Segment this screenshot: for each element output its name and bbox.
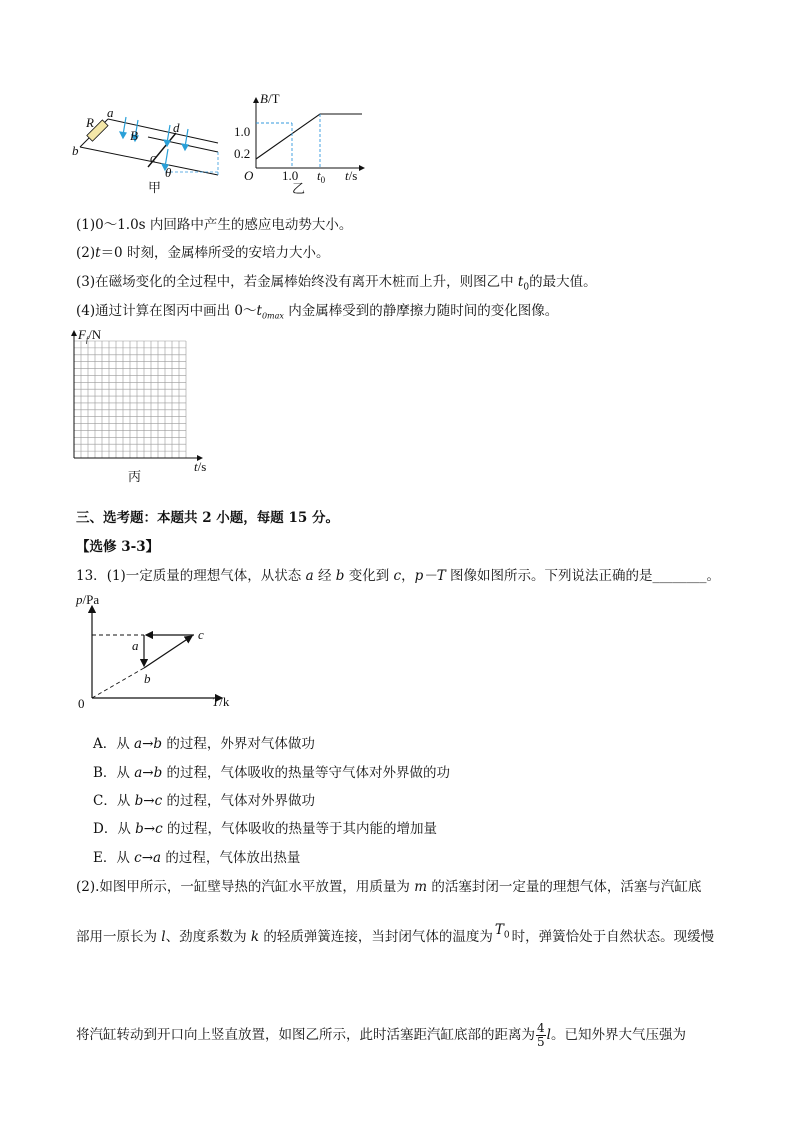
pt-a: a	[132, 638, 139, 653]
part2-line-1	[76, 878, 701, 896]
b-t-line	[256, 114, 362, 159]
yi-origin: O	[244, 168, 254, 183]
q13-b: b	[335, 568, 345, 584]
label-b: b	[72, 143, 79, 158]
option-c-from: b	[134, 793, 144, 809]
label-R: R	[86, 115, 94, 130]
option-C[interactable]	[93, 792, 315, 810]
q3-prefix: (3)在磁场变化的全过程中，若金属棒始终没有离开木桩而上升，则图乙中	[76, 274, 518, 290]
part2-line-2	[76, 922, 715, 952]
question-2	[76, 244, 329, 262]
caption-yi: 乙	[292, 181, 306, 195]
pt-b: b	[144, 671, 151, 686]
option-D[interactable]	[93, 820, 437, 838]
q13-num: 13．	[76, 568, 107, 584]
empty-grid	[74, 341, 186, 458]
caption-jia: 甲	[148, 180, 162, 195]
p2-T0	[494, 922, 510, 941]
p2-T: T	[494, 922, 504, 938]
question-1: (1)0～1.0s 内回路中产生的感应电动势大小。	[76, 217, 353, 233]
yi-ylabel: B/T	[260, 91, 280, 106]
part2-line-3	[76, 1022, 686, 1049]
bing-xlabel: t/s	[194, 459, 207, 474]
option-B[interactable]	[93, 764, 450, 782]
label-B: B	[130, 128, 138, 143]
section-title: 三、选考题：本题共 2 小题，每题 15 分。	[76, 510, 339, 526]
option-a-prefix: A．从	[93, 736, 135, 752]
yi-xlabel: t/s	[345, 168, 358, 183]
label-c: c	[150, 150, 156, 165]
pt-c: c	[198, 627, 204, 642]
pt-origin: 0	[78, 696, 85, 711]
p2-k: k	[250, 929, 260, 945]
p2-l3-b: 。已知外界大气压强为	[550, 1027, 686, 1043]
q13-text-b: 经	[313, 568, 336, 584]
option-c-arrow: →	[143, 793, 155, 809]
option-d-arrow: →	[143, 821, 156, 837]
p2-T-sub: 0	[503, 930, 510, 941]
option-b-arrow: →	[142, 765, 154, 781]
frac-den: 5	[537, 1035, 545, 1049]
fraction-4-5	[536, 1022, 546, 1049]
option-e-arrow: →	[141, 850, 154, 866]
p2-l3-l: l	[546, 1027, 551, 1043]
option-b-from: a	[134, 765, 143, 781]
p2-m: m	[414, 879, 428, 895]
caption-bing: 丙	[128, 469, 142, 484]
module-title: 【选修 3-3】	[76, 539, 160, 555]
option-d-to: c	[155, 821, 163, 837]
q13-text-d: ，	[401, 568, 415, 584]
option-e-from: c	[134, 850, 142, 866]
p2-l2-c: 的轻质弹簧连接，当封闭气体的温度为	[259, 929, 493, 945]
label-theta: θ	[165, 165, 172, 180]
option-b-to: b	[153, 765, 163, 781]
frac-num: 4	[537, 1021, 545, 1035]
option-a-to: b	[153, 736, 163, 752]
label-a: a	[107, 105, 114, 120]
p2-l2-a: 部用一原长为	[76, 929, 162, 945]
p2-l2-b: 、劲度系数为	[165, 929, 251, 945]
label-d: d	[173, 120, 180, 135]
q3-rest: 的最大值。	[529, 274, 597, 290]
q4-var: t	[256, 303, 262, 319]
q3-sub: 0	[523, 282, 530, 293]
p2-l3-a: 将汽缸转动到开口向上竖直放置，如图乙所示，此时活塞距汽缸底部的距离为	[76, 1027, 535, 1043]
option-e-prefix: E．从	[93, 850, 135, 866]
q13-text-a: (1)一定质量的理想气体，从状态	[106, 568, 306, 584]
q13-c: c	[393, 568, 402, 584]
q2-prefix: (2)	[76, 245, 96, 261]
p2-l: l	[161, 929, 166, 945]
option-c-to: c	[154, 793, 163, 809]
pt-xlabel: T/k	[212, 694, 230, 709]
option-b-text: 的过程，气体吸收的热量等守气体对外界做的功	[162, 765, 451, 781]
q4-sub: 0max	[261, 311, 284, 321]
figure-yi	[232, 90, 372, 195]
q4-prefix: (4)通过计算在图丙中画出 0～	[76, 303, 257, 319]
option-a-from: a	[134, 736, 143, 752]
question-3	[76, 273, 597, 297]
figure-bing	[62, 325, 232, 485]
yi-ytick-1: 1.0	[234, 124, 251, 139]
option-c-text: 的过程，气体对外界做功	[162, 793, 315, 809]
option-A[interactable]	[93, 735, 315, 753]
q3-var: t	[517, 274, 524, 290]
bing-ylabel: $F_f/N$	[78, 327, 102, 344]
pt-ylabel: p/Pa	[76, 592, 100, 607]
q13-a: a	[305, 568, 314, 584]
q2-rest: ＝0 时刻，金属棒所受的安培力大小。	[100, 245, 330, 261]
figure-pt	[72, 590, 252, 715]
option-e-text: 的过程，气体放出热量	[161, 850, 301, 866]
p2-l1-b: 的活塞封闭一定量的理想气体，活塞与汽缸底	[427, 879, 702, 895]
q2-var: t	[95, 245, 101, 261]
option-b-prefix: B．从	[93, 765, 135, 781]
figure-jia	[70, 105, 230, 195]
q13-text-e: 图像如图所示。下列说法正确的是________。	[445, 568, 721, 584]
option-c-prefix: C．从	[93, 793, 135, 809]
option-d-text: 的过程，气体吸收的热量等于其内能的增加量	[162, 821, 437, 837]
q13-stem	[76, 567, 720, 585]
yi-xtick-t0: $t_0$	[317, 168, 326, 185]
q4-rest: 内金属棒受到的静摩擦力随时间的变化图像。	[283, 303, 559, 319]
yi-xtick-1: 1.0	[282, 168, 299, 183]
q13-pT: p－T	[414, 568, 446, 584]
p2-l2-d: 时，弹簧恰处于自然状态。现缓慢	[511, 929, 715, 945]
option-a-arrow: →	[142, 736, 154, 752]
option-a-text: 的过程，外界对气体做功	[162, 736, 315, 752]
q13-text-c: 变化到	[344, 568, 394, 584]
yi-ytick-02: 0.2	[234, 146, 251, 161]
option-E[interactable]	[93, 849, 300, 867]
question-4	[76, 302, 558, 326]
option-d-from: b	[135, 821, 144, 837]
option-e-to: a	[153, 850, 162, 866]
p2-l1-a: (2).如图甲所示，一缸壁导热的汽缸水平放置，用质量为	[76, 879, 415, 895]
b-t-plot	[256, 114, 362, 168]
option-d-prefix: D．从	[93, 821, 136, 837]
